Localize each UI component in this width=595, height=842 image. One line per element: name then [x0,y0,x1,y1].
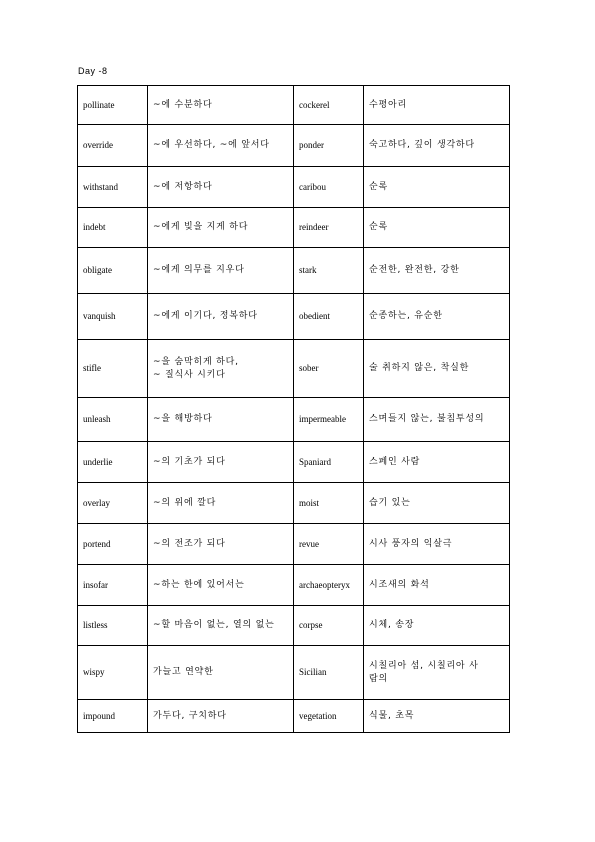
english-word: obligate [78,248,148,294]
english-word: reindeer [294,208,364,248]
korean-meaning: ~의 기초가 되다 [148,442,294,483]
korean-meaning: ~의 위에 깔다 [148,483,294,524]
english-word: withstand [78,167,148,208]
korean-meaning: 스며들지 않는, 불침투성의 [364,398,510,442]
english-word: portend [78,524,148,565]
korean-meaning: 시조새의 화석 [364,565,510,606]
english-word: stifle [78,340,148,398]
english-word: ponder [294,125,364,167]
korean-meaning: ~을 해방하다 [148,398,294,442]
vocabulary-table [77,85,510,733]
table-row [78,524,510,565]
korean-meaning: 스페인 사람 [364,442,510,483]
english-word: override [78,125,148,167]
table-row [78,700,510,733]
english-word: Spaniard [294,442,364,483]
english-word: impermeable [294,398,364,442]
table-row [78,125,510,167]
english-word: sober [294,340,364,398]
table-row [78,398,510,442]
table-row [78,294,510,340]
page-title: Day -8 [78,66,108,76]
table-row [78,167,510,208]
english-word: impound [78,700,148,733]
korean-meaning: 순록 [364,208,510,248]
english-word: pollinate [78,86,148,125]
english-word: corpse [294,606,364,646]
table-row [78,646,510,700]
english-word: caribou [294,167,364,208]
korean-meaning: 순록 [364,167,510,208]
english-word: unleash [78,398,148,442]
korean-meaning: 가두다, 구치하다 [148,700,294,733]
korean-meaning: ~에게 빚을 지게 하다 [148,208,294,248]
english-word: listless [78,606,148,646]
english-word: moist [294,483,364,524]
table-row [78,442,510,483]
korean-meaning: ~에게 의무를 지우다 [148,248,294,294]
table-row [78,606,510,646]
table-row [78,340,510,398]
korean-meaning: 순전한, 완전한, 강한 [364,248,510,294]
english-word: Sicilian [294,646,364,700]
table-row [78,208,510,248]
english-word: archaeopteryx [294,565,364,606]
english-word: cockerel [294,86,364,125]
english-word: vegetation [294,700,364,733]
korean-meaning: ~할 마음이 없는, 열의 없는 [148,606,294,646]
korean-meaning: 수평아리 [364,86,510,125]
korean-meaning: ~에게 이기다, 정복하다 [148,294,294,340]
korean-meaning: ~에 수분하다 [148,86,294,125]
korean-meaning: 시체, 송장 [364,606,510,646]
english-word: insofar [78,565,148,606]
english-word: stark [294,248,364,294]
english-word: wispy [78,646,148,700]
table-row [78,565,510,606]
korean-meaning: ~에 저항하다 [148,167,294,208]
korean-meaning: ~하는 한에 있어서는 [148,565,294,606]
korean-meaning: 시칠리아 섬, 시칠리아 사 람의 [364,646,510,700]
english-word: vanquish [78,294,148,340]
korean-meaning: 가늘고 연약한 [148,646,294,700]
english-word: underlie [78,442,148,483]
korean-meaning: 술 취하지 않은, 착실한 [364,340,510,398]
table-row [78,86,510,125]
english-word: revue [294,524,364,565]
table-row [78,248,510,294]
korean-meaning: ~에 우선하다, ~에 앞서다 [148,125,294,167]
korean-meaning: 시사 풍자의 익살극 [364,524,510,565]
korean-meaning: 숙고하다, 깊이 생각하다 [364,125,510,167]
table-row [78,483,510,524]
english-word: indebt [78,208,148,248]
english-word: obedient [294,294,364,340]
korean-meaning: 식물, 초목 [364,700,510,733]
korean-meaning: ~의 전조가 되다 [148,524,294,565]
korean-meaning: 순종하는, 유순한 [364,294,510,340]
korean-meaning: 습기 있는 [364,483,510,524]
korean-meaning: ~을 숨막히게 하다, ~ 질식사 시키다 [148,340,294,398]
english-word: overlay [78,483,148,524]
